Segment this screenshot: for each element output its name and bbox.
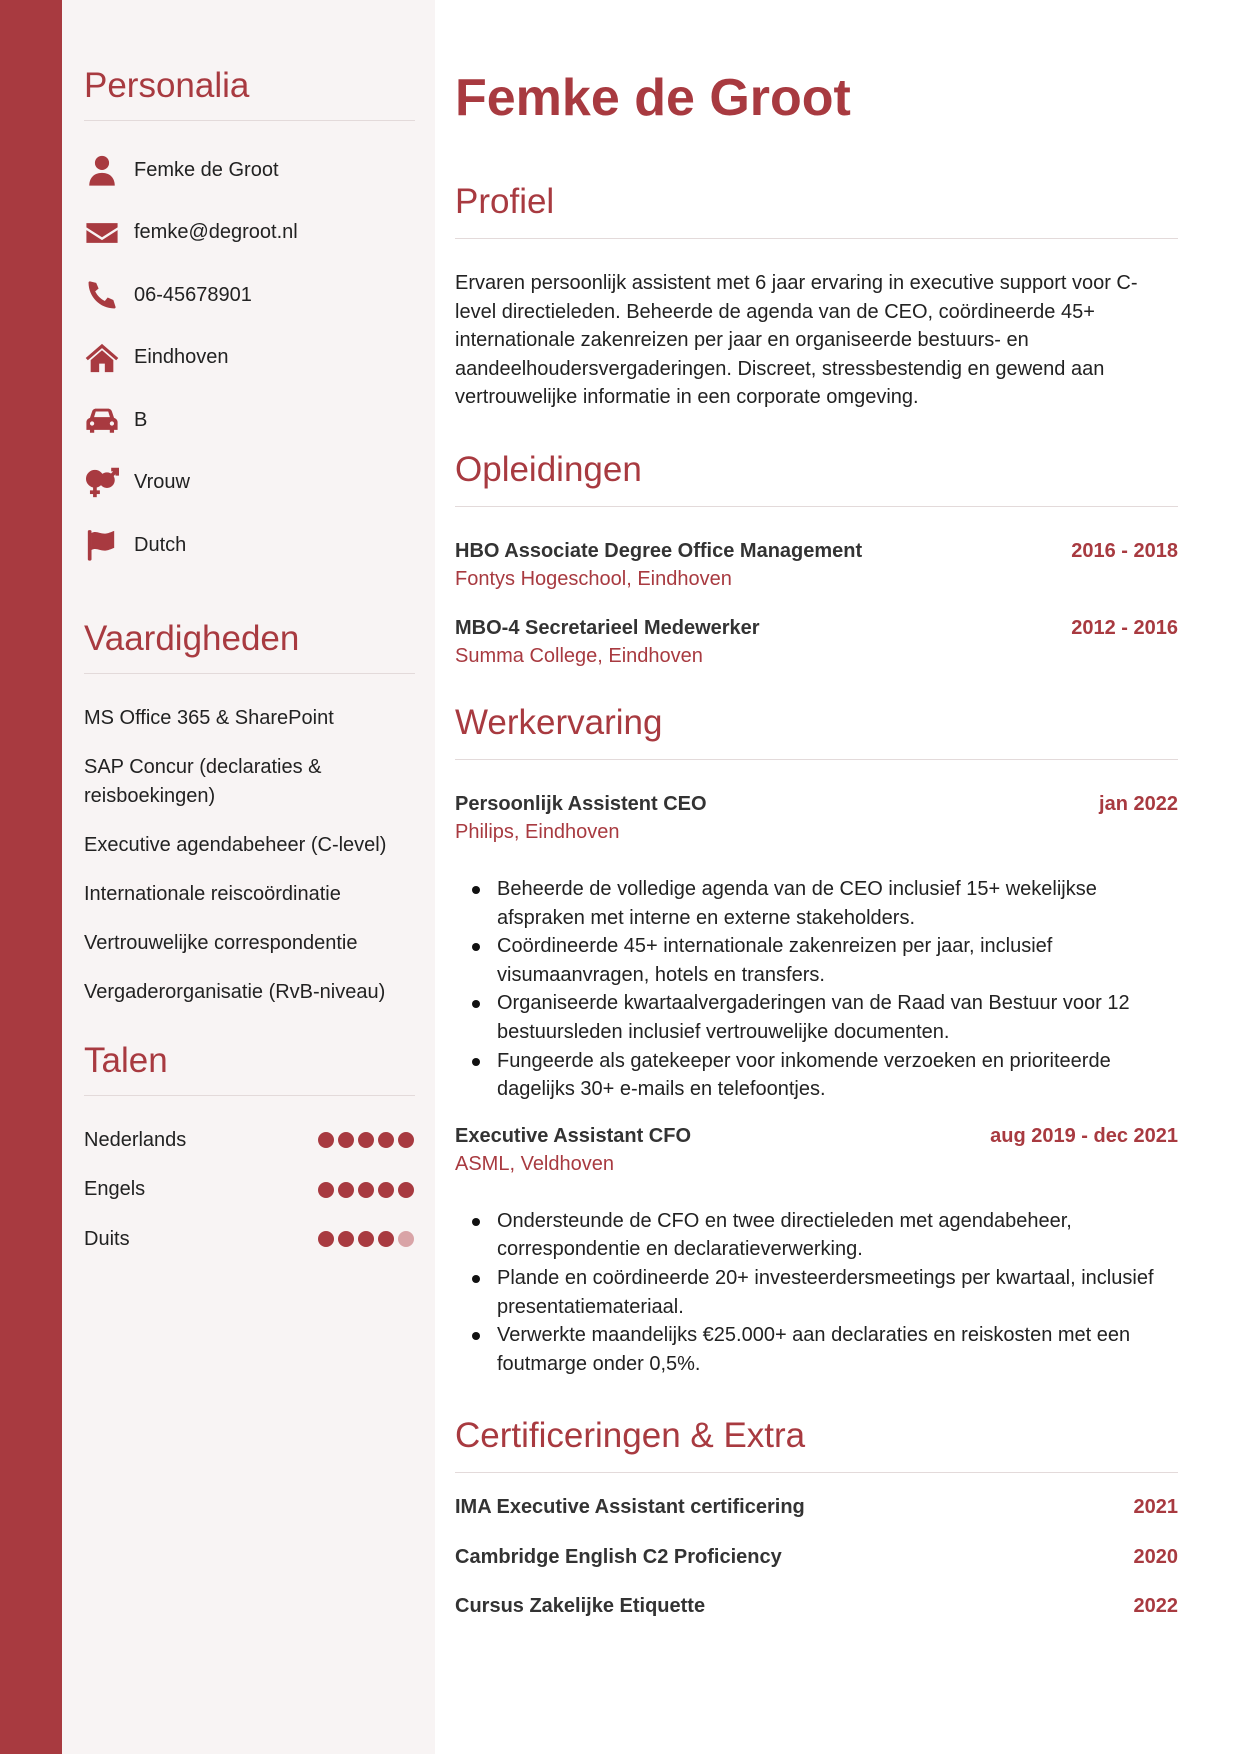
level-dot-filled: [338, 1231, 354, 1247]
opleidingen-heading: Opleidingen: [455, 448, 1178, 507]
certificate-title: Cursus Zakelijke Etiquette: [455, 1595, 706, 1618]
personalia-email-row: [84, 202, 415, 265]
education-date: 2016 - 2018: [1071, 539, 1178, 562]
certificeringen-heading: Certificeringen & Extra: [455, 1414, 1178, 1473]
education-date: 2012 - 2016: [1071, 616, 1178, 639]
certificate-year: 2021: [1133, 1496, 1178, 1519]
personalia-city: Eindhoven: [134, 346, 229, 369]
envelope-icon: [84, 215, 120, 251]
personalia-license: B: [134, 408, 148, 431]
profiel-section: [455, 180, 1178, 412]
certificeringen-section: [455, 1414, 1178, 1642]
personalia-city-row: [84, 327, 415, 390]
language-level-dots: [318, 1132, 414, 1148]
level-dot-filled: [358, 1182, 374, 1198]
certificate-row: [455, 1543, 1178, 1593]
opleidingen-section: [455, 448, 1178, 671]
candidate-name: Femke de Groot: [455, 69, 851, 127]
level-dot-filled: [378, 1231, 394, 1247]
education-institution: Summa College, Eindhoven: [455, 644, 703, 667]
skill-item: Vertrouwelijke correspondentie: [84, 931, 358, 954]
personalia-heading: Personalia: [84, 64, 415, 121]
education-institution: Fontys Hogeschool, Eindhoven: [455, 567, 732, 590]
job-date: jan 2022: [1099, 792, 1178, 815]
talen-heading: Talen: [84, 1039, 415, 1096]
personalia-email[interactable]: femke@degroot.nl: [134, 221, 298, 244]
job-entry: [455, 790, 1178, 1104]
language-level-dots: [318, 1182, 414, 1198]
certificate-row: [455, 1493, 1178, 1543]
personalia-nationality-row: [84, 514, 415, 577]
personalia-nationality: Dutch: [134, 533, 187, 556]
gender-icon: [84, 465, 120, 501]
skill-item: Executive agendabeheer (C-level): [84, 833, 387, 856]
level-dot-filled: [318, 1182, 334, 1198]
personalia-gender: Vrouw: [134, 471, 190, 494]
skill-item: Vergaderorganisatie (RvB-niveau): [84, 980, 386, 1003]
job-bullet: Organiseerde kwartaalvergaderingen van de Raad van Bestuur voor 12 bestuursleden inclusief vertrouwelijke documenten.: [455, 989, 1178, 1046]
personalia-name: Femke de Groot: [134, 158, 279, 181]
certificate-year: 2020: [1133, 1545, 1178, 1568]
job-bullet: Ondersteunde de CFO en twee directieleden met agendabeheer, correspondentie en declaratieverwerking.: [455, 1207, 1178, 1264]
level-dot-filled: [378, 1182, 394, 1198]
werkervaring-heading: Werkervaring: [455, 701, 1178, 760]
phone-icon: [84, 277, 120, 313]
accent-bar: [0, 0, 62, 1754]
job-bullet: Beheerde de volledige agenda van de CEO inclusief 15+ wekelijkse afspraken met interne en externe stakeholders.: [455, 875, 1178, 932]
job-title: Executive Assistant CFO: [455, 1124, 692, 1147]
job-entry: [455, 1122, 1178, 1379]
job-bullet: Plande en coördineerde 20+ investeerdersmeetings per kwartaal, inclusief presentatiemateriaal.: [455, 1264, 1178, 1321]
home-icon: [84, 340, 120, 376]
level-dot-filled: [338, 1132, 354, 1148]
job-bullet: Verwerkte maandelijks €25.000+ aan declaraties en reiskosten met een foutmarge onder 0,5%.: [455, 1321, 1178, 1378]
vaardigheden-section: [84, 617, 415, 1007]
level-dot-filled: [398, 1132, 414, 1148]
certificate-title: Cambridge English C2 Proficiency: [455, 1545, 782, 1568]
level-dot-filled: [358, 1231, 374, 1247]
certificate-row: [455, 1592, 1178, 1642]
skill-item: Internationale reiscoördinatie: [84, 882, 341, 905]
level-dot-filled: [398, 1182, 414, 1198]
profiel-heading: Profiel: [455, 180, 1178, 239]
level-dot-filled: [378, 1132, 394, 1148]
job-date: aug 2019 - dec 2021: [990, 1124, 1178, 1147]
car-icon: [84, 402, 120, 438]
personalia-section: [84, 64, 415, 577]
level-dot-empty: [398, 1231, 414, 1247]
education-entry: [455, 614, 1178, 671]
job-bullet: Coördineerde 45+ internationale zakenreizen per jaar, inclusief visumaanvragen, hotels en transfers.: [455, 932, 1178, 989]
job-bullets: [455, 1207, 1178, 1379]
level-dot-filled: [338, 1182, 354, 1198]
werkervaring-section: [455, 701, 1178, 1378]
language-row: [84, 1165, 414, 1215]
education-entry: [455, 537, 1178, 594]
main-content: [435, 0, 1241, 1754]
education-title: HBO Associate Degree Office Management: [455, 539, 863, 562]
language-name: Nederlands: [84, 1128, 187, 1151]
talen-section: [84, 1039, 415, 1265]
sidebar: [62, 0, 435, 1754]
personalia-gender-row: [84, 452, 415, 515]
personalia-phone: 06-45678901: [134, 283, 252, 306]
profiel-text: Ervaren persoonlijk assistent met 6 jaar ervaring in executive support voor C-level directieleden. Beheerde de agenda van de CEO, coördineerde 45+ internationale zakenreizen per jaar en organiseerde bestuurs- en aandeelhoudersvergaderingen. Discreet, stressbestendig en gewend aan vertrouwelijke informatie in een corporate omgeving.: [455, 272, 1138, 409]
skill-item: MS Office 365 & SharePoint: [84, 706, 334, 729]
job-company: Philips, Eindhoven: [455, 820, 620, 843]
level-dot-filled: [358, 1132, 374, 1148]
job-title: Persoonlijk Assistent CEO: [455, 792, 707, 815]
level-dot-filled: [318, 1132, 334, 1148]
personalia-phone-row: [84, 264, 415, 327]
job-bullet: Fungeerde als gatekeeper voor inkomende verzoeken en prioriteerde dagelijks 30+ e-mails en telefoontjes.: [455, 1047, 1178, 1104]
vaardigheden-heading: Vaardigheden: [84, 617, 415, 674]
skill-item: SAP Concur (declaraties & reisboekingen): [84, 755, 322, 807]
certificate-year: 2022: [1133, 1595, 1178, 1618]
user-icon: [84, 152, 120, 188]
language-name: Engels: [84, 1178, 146, 1201]
job-bullets: [455, 875, 1178, 1104]
personalia-license-row: [84, 389, 415, 452]
language-level-dots: [318, 1231, 414, 1247]
language-row: [84, 1215, 414, 1265]
language-row: [84, 1116, 414, 1166]
job-company: ASML, Veldhoven: [455, 1152, 614, 1175]
education-title: MBO-4 Secretarieel Medewerker: [455, 616, 760, 639]
language-name: Duits: [84, 1227, 130, 1250]
certificate-title: IMA Executive Assistant certificering: [455, 1496, 805, 1519]
level-dot-filled: [318, 1231, 334, 1247]
personalia-name-row: [84, 139, 415, 202]
flag-icon: [84, 527, 120, 563]
